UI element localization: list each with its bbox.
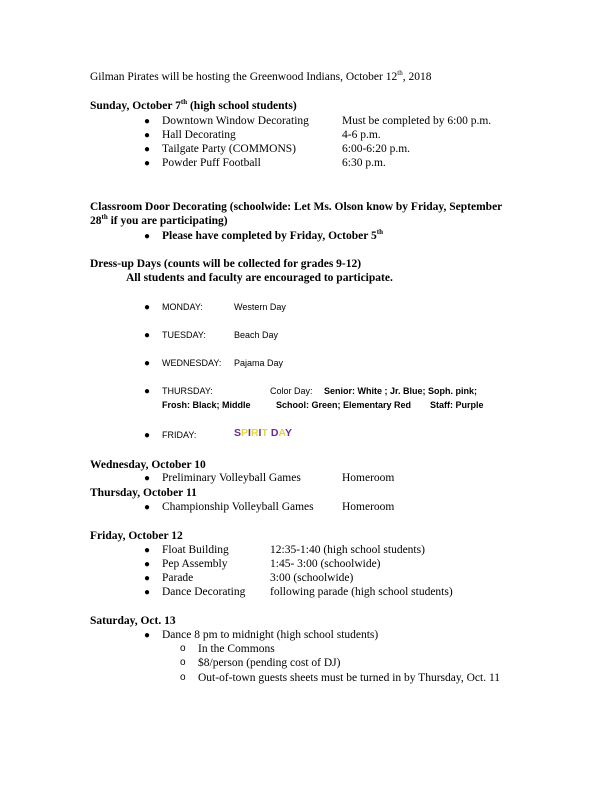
bullet-icon: ● (144, 573, 151, 584)
spirit-letter: A (278, 427, 286, 439)
bullet-icon: ● (144, 473, 151, 484)
saturday-heading: Saturday, Oct. 13 (90, 615, 176, 627)
friday-item-time: 1:45- 3:00 (schoolwide) (270, 558, 381, 570)
bullet-icon: ● (144, 587, 151, 598)
dressup-theme: Pajama Day (234, 358, 284, 368)
friday-item-time: following parade (high school students) (270, 586, 453, 598)
spirit-letter: S (234, 427, 242, 439)
thursday-heading: Thursday, October 11 (90, 487, 197, 499)
friday-item-time: 3:00 (schoolwide) (270, 572, 354, 584)
spirit-letter: T (261, 427, 268, 439)
wednesday-item-label: Preliminary Volleyball Games (162, 472, 301, 484)
bullet-icon: ● (144, 330, 151, 341)
color-day-classes: Senior: White ; Jr. Blue; Soph. pink; (324, 386, 478, 396)
spirit-letter: Y (285, 427, 293, 439)
bullet-icon: ● (144, 430, 151, 441)
classroom-heading-line2: 28th if you are participating) (90, 213, 228, 227)
friday-heading: Friday, October 12 (90, 530, 183, 542)
intro-line: Gilman Pirates will be hosting the Greenwood Indians, October 12th, 2018 (90, 69, 432, 83)
bullet-icon: ● (144, 630, 151, 641)
sunday-item-label: Tailgate Party (COMMONS) (162, 143, 296, 155)
saturday-item: Dance 8 pm to midnight (high school students) (162, 629, 379, 641)
saturday-subitem: In the Commons (198, 643, 275, 655)
circle-bullet-icon: o (180, 672, 186, 683)
spirit-letter: I (248, 427, 251, 439)
color-day-label: Color Day: (270, 386, 313, 396)
bullet-icon: ● (144, 130, 151, 141)
dressup-heading: Dress-up Days (counts will be collected for grades 9-12) (90, 258, 362, 270)
friday-item-label: Float Building (162, 544, 229, 556)
spirit-letter: I (258, 427, 262, 439)
friday-item-label: Dance Decorating (162, 586, 246, 598)
saturday-subitem: $8/person (pending cost of DJ) (198, 657, 341, 669)
friday-item-time: 12:35-1:40 (high school students) (270, 544, 425, 556)
circle-bullet-icon: o (180, 657, 186, 668)
dressup-day: WEDNESDAY: (162, 358, 222, 368)
thursday-item-label: Championship Volleyball Games (162, 501, 314, 513)
sunday-item-label: Hall Decorating (162, 129, 236, 141)
bullet-icon: ● (144, 144, 151, 155)
color-day-line2-a: Frosh: Black; Middle (162, 400, 251, 410)
dressup-theme: Western Day (234, 302, 286, 312)
wednesday-heading: Wednesday, October 10 (90, 459, 206, 471)
sunday-heading: Sunday, October 7th (high school students) (90, 98, 297, 112)
friday-item-label: Parade (162, 572, 194, 584)
sunday-item-time: 4-6 p.m. (342, 129, 381, 141)
sunday-item-time: Must be completed by 6:00 p.m. (342, 115, 492, 127)
classroom-heading: Classroom Door Decorating (schoolwide: Let Ms. Olson know by Friday, September (90, 201, 503, 213)
dressup-day: TUESDAY: (162, 330, 206, 340)
sunday-item-label: Downtown Window Decorating (162, 115, 309, 127)
bullet-icon: ● (144, 116, 151, 127)
spirit-letter: R (250, 427, 259, 439)
sunday-item-time: 6:30 p.m. (342, 157, 386, 169)
circle-bullet-icon: o (180, 643, 186, 654)
spirit-letter: D (270, 427, 279, 439)
sunday-item-time: 6:00-6:20 p.m. (342, 143, 411, 155)
dressup-day: MONDAY: (162, 302, 203, 312)
bullet-icon: ● (144, 386, 151, 397)
bullet-icon: ● (144, 302, 151, 313)
dressup-day: FRIDAY: (162, 430, 197, 440)
color-day-line2-c: Staff: Purple (430, 400, 484, 410)
friday-item-label: Pep Assembly (162, 558, 228, 570)
saturday-subitem: Out-of-town guests sheets must be turned in by Thursday, Oct. 11 (198, 672, 501, 684)
dressup-subheading: All students and faculty are encouraged to participate. (126, 272, 393, 284)
bullet-icon: ● (144, 559, 151, 570)
bullet-icon: ● (144, 358, 151, 369)
spirit-day-text (234, 427, 292, 439)
bullet-icon: ● (144, 502, 151, 513)
bullet-icon: ● (144, 545, 151, 556)
color-day-line2-b: School: Green; Elementary Red (276, 400, 412, 410)
bullet-icon: ● (144, 231, 151, 242)
dressup-day: THURSDAY: (162, 386, 213, 396)
sunday-item-label: Powder Puff Football (162, 157, 261, 169)
bullet-icon: ● (144, 158, 151, 169)
classroom-bullet: Please have completed by Friday, October 5th (162, 228, 383, 242)
dressup-theme: Beach Day (234, 330, 279, 340)
wednesday-item-place: Homeroom (342, 472, 395, 484)
spirit-letter: P (241, 427, 249, 439)
thursday-item-place: Homeroom (342, 501, 395, 513)
